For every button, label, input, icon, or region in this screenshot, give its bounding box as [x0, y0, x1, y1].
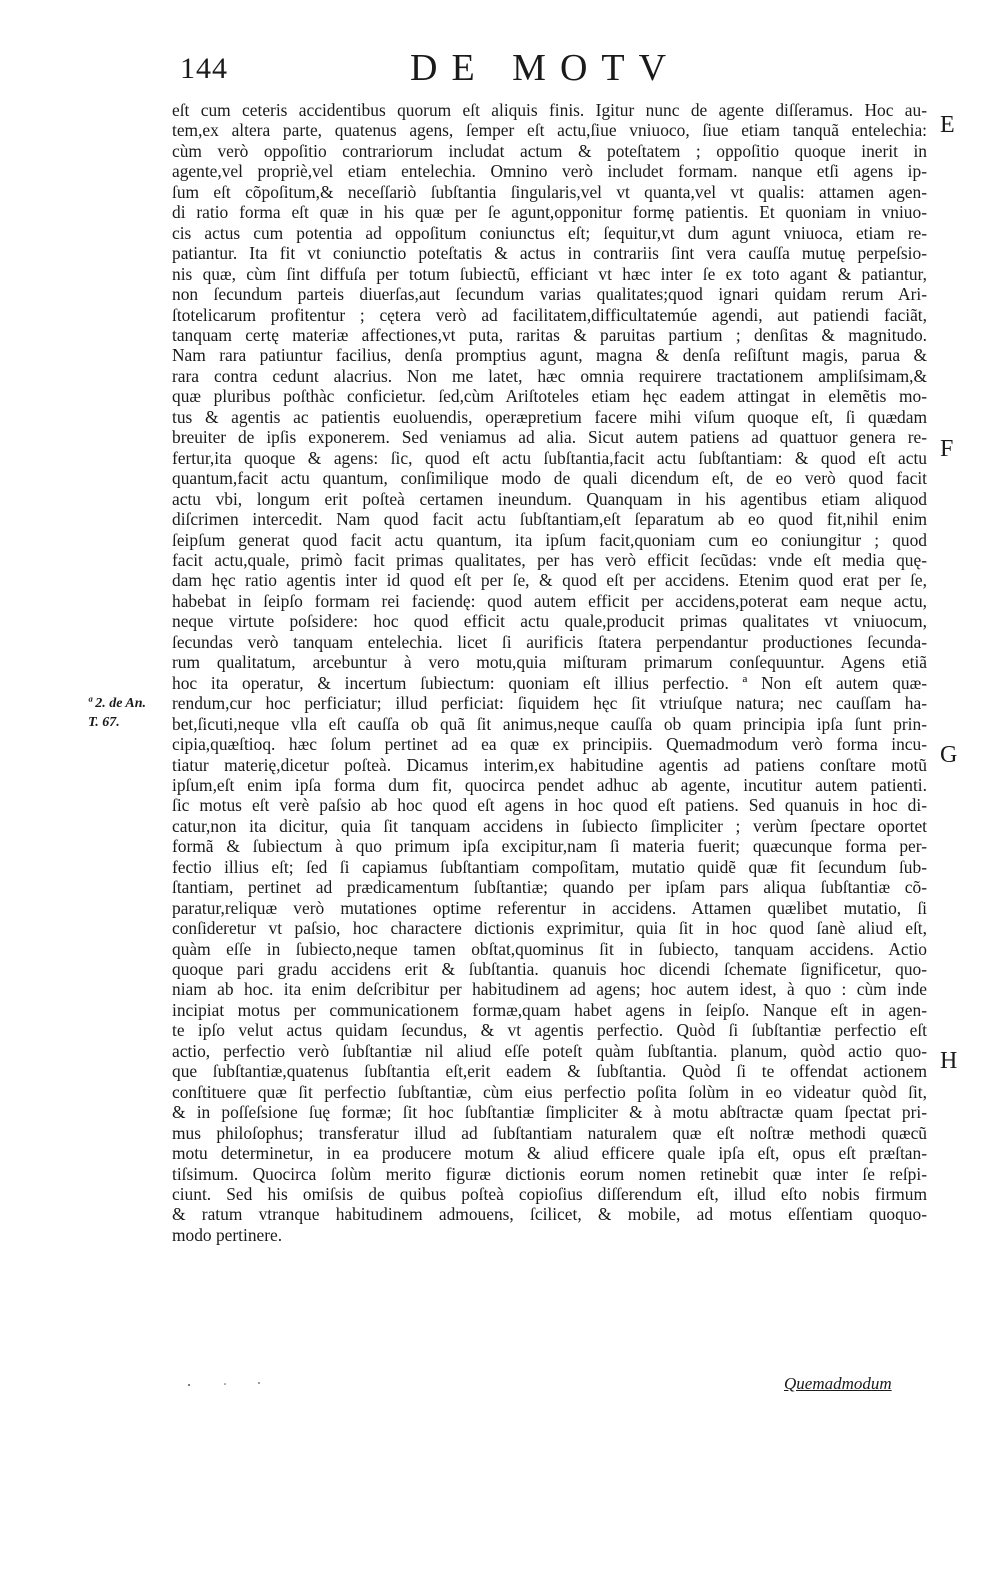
text-line: rara contra cedunt alacrius. Non me latet, hæc omnia requirere tractationem ampliſsimam,& — [172, 365, 927, 386]
text-line: breuiter de ipſis exponerem. Sed veniamus ad alia. Sicut autem patiens ad quattuor genera re- — [172, 427, 927, 448]
text-line: ſecundas verò tanquam entelechia. licet ſi aurificis ſtatera perpendantur productiones ſecunda- — [172, 631, 927, 652]
text-line: hoc ita operatur, & incertum ſubiectum: quoniam eſt illius perfectio. ª Non eſt autem quæ- — [172, 672, 927, 693]
text-line: fertur,ita quoque & agens: ſic, quod eſt actu ſubſtantia,facit actu ſubſtantiam: & quod eſt actu — [172, 447, 927, 468]
margin-letter-f: F — [940, 436, 954, 462]
text-line: paratur,reliquæ verò mutationes optime referentur in accidens. Attamen quælibet mutatio, ſi — [172, 897, 927, 918]
text-line: tus & agentis ac patientis euoluendis, operæpretium facere mihi viſum quoque eſt, ſi quædam — [172, 406, 927, 427]
text-line: & ratum vtranque habitudinem admouens, ſcilicet, & mobile, ad motus eſſentiam quoquo- — [172, 1204, 927, 1225]
text-line: formã & ſubiectum à quo primum ipſa excipitur,nam ſi materia fuerit; quæcunque forma per- — [172, 836, 927, 857]
text-line: quàm eſſe in ſubiecto,neque tamen obſtat,quominus ſit in ſubiecto, tanquam accidens. Actio — [172, 938, 927, 959]
text-line: Nam rara patiuntur facilius, denſa promptius agunt, magna & denſa reſiſtunt magis, parua & — [172, 345, 927, 366]
text-line: actio, perfectio verò ſubſtantiæ nil aliud eſſe poteſt quàm ſubſtantia. planum, quòd actio quo- — [172, 1040, 927, 1061]
text-line: conſtituere quæ ſit perfectio ſubſtantiæ, cùm eius perfectio poſita ſolùm in eo videatur quòd ſit, — [172, 1081, 927, 1102]
text-line: cis actus cum potentia ad oppoſitum coniunctus eſt; ſequitur,vt dum agunt vniuoca, etiam re- — [172, 222, 927, 243]
text-line: cùm verò oppoſitio contrariorum includat actum & poteſtatem ; oppoſitio quoque inerit in — [172, 140, 927, 161]
text-line: non ſecundum parteis diuerſas,aut ſecundum varias qualitates;quod ignari quidam rerum Ari- — [172, 284, 927, 305]
text-line: neque virtute poſsidere: hoc quod efficit actu quale,producit primas qualitates vt vniuocum, — [172, 611, 927, 632]
text-line: agente,vel propriè,vel etiam entelechia. Omnino verò includet formam. nanque etſi agens ip- — [172, 161, 927, 182]
text-line: actu vbi, longum erit poſteà certamen ineundum. Quanquam in his agentibus etiam aliquod — [172, 488, 927, 509]
text-line: rendum,cur hoc perficiatur; illud perficiat: ſiquidem hęc ſit vtriuſque natura; nec cauſſam ha- — [172, 693, 927, 714]
running-head: DE MOTV — [410, 47, 681, 89]
text-line: mus philoſophus; transferatur illud ad ſubſtantiam naturalem quæ eſt noſtræ methodi quæcũ — [172, 1122, 927, 1143]
text-line: que ſubſtantiæ,quatenus ſubſtantia eſt,erit eadem & ſubſtantia. Quòd ſi te offendat actionem — [172, 1061, 927, 1082]
text-line: motu determinetur, in ea producere motum & aliud efficere quale ipſa eſt, opus eſt præſtan- — [172, 1143, 927, 1164]
text-line: quantum,facit actu quantum, conſimilique modo de quali dicendum eſt, de eo verò quod facit — [172, 468, 927, 489]
text-line: incipiat motus per communicationem formæ,quam habet agens in ſeipſo. Nanque eſt in agen- — [172, 999, 927, 1020]
text-line: conſideretur vt paſsio, hoc charactere dictionis exprimitur, quia ſit in hoc quod ſanè aliud eſt, — [172, 918, 927, 939]
page-number: 144 — [180, 52, 228, 85]
text-line: tiſsimum. Quocirca ſolùm merito figuræ dictionis eorum nomen retinebit quæ inter ſe reſpi- — [172, 1163, 927, 1184]
margin-letter-e: E — [940, 112, 955, 138]
text-line: modo pertinere. — [172, 1224, 283, 1245]
text-line: tiatur materię,dicetur poſteà. Dicamus interim,ex habitudine agentis ad patiens conſtare motũ — [172, 754, 927, 775]
text-line: catur,non ita dicitur, quia ſit tanquam accidens in ſubiecto ſimpliciter ; verùm ſpectare oportet — [172, 815, 927, 836]
text-line: ipſum,eſt enim ipſa forma dum fit, quocirca pendet adhuc ab agente, incutitur autem patienti. — [172, 774, 927, 795]
text-line: & in poſſeſsione ſuę formæ; ſit hoc ſubſtantiæ ſimpliciter & à motu abſtractæ quam ſpectat pri- — [172, 1102, 927, 1123]
text-line: nis quæ, cùm ſint diffuſa per totum ſubiectũ, efficiant vt hæc inter ſe ex toto agant & patiantur, — [172, 263, 927, 284]
text-line: quoque pari gradu accidens erit & ſubſtantia. quanuis hoc dicendi ſchemate ſignificetur, quo- — [172, 959, 927, 980]
text-line: ſum eſt cõpoſitum,& neceſſariò ſubſtantia ſingularis,vel vt quanta,vel vt qualis: attamen agen- — [172, 181, 927, 202]
text-line: bet,ſicuti,neque vlla eſt cauſſa ob quã ſit animus,neque cauſſa ob quam principia ipſa ſunt prin- — [172, 713, 927, 734]
text-line: ſtantiam, pertinet ad prædicamentum ſubſtantiæ; quando per ipſam pars aliqua ſubſtantiæ cõ- — [172, 877, 927, 898]
text-line: habebat in ſeipſo formam rei faciendę: quod autem efficit per accidens,poterat eam neque actu, — [172, 590, 927, 611]
text-line: te ipſo velut actus quidam ſecundus, & vt agentis perfectio. Quòd ſi ſubſtantiæ perfectio eſt — [172, 1020, 927, 1041]
body-text — [172, 100, 927, 1245]
text-line: ſtotelicarum profitentur ; cętera verò ad facilitatem,difficultatemúe agendi, aut patiendi faciãt, — [172, 304, 927, 325]
text-line: tem,ex altera parte, quatenus agens, ſemper eſt actu,ſiue vniuoco, ſiue etiam tanquã entelechia: — [172, 120, 927, 141]
text-line: cipia,quæſtioq. hæc ſolum pertinet ad ea quæ ex principiis. Quemadmodum verò forma incu- — [172, 734, 927, 755]
text-line: tanquam certę materiæ affectiones,vt puta, raritas & paruitas partium ; denſitas & magnitudo. — [172, 324, 927, 345]
text-line: diſcrimen intercedit. Nam quod facit actu ſubſtantiam,eſt ſeparatum ab eo quod fit,nihil enim — [172, 509, 927, 530]
text-line: quæ pluribus poſthàc conficietur. ſed,cùm Ariſtoteles etiam hęc eadem attingat in elemẽtis mo- — [172, 386, 927, 407]
text-line: fectio illius eſt; ſed ſi capiamus ſubſtantiam compoſitam, mutatio quidẽ quæ fit ſecundum ſub- — [172, 856, 927, 877]
text-line: dam hęc ratio agentis inter id quod eſt per ſe, & quod eſt per accidens. Etenim quod erat per ſe, — [172, 570, 927, 591]
catchword: Quemadmodum — [784, 1374, 892, 1393]
text-line: ſic motus eſt verè paſsio ab hoc quod eſt agens in hoc quod eſt patiens. Sed quanuis in hoc di- — [172, 795, 927, 816]
margin-letter-h: H — [940, 1048, 958, 1074]
text-line: di ratio forma eſt quæ in his quæ per ſe agunt,opponitur formę patientis. Et quoniam in vniuo- — [172, 202, 927, 223]
text-line: ſeipſum generat quod facit actu quantum, ita ipſum facit,quoniam cum eo coniungitur ; quod — [172, 529, 927, 550]
text-line: rum qualitatum, arcebuntur à vero motu,quia miſturam primarum conſequuntur. Agens etiã — [172, 652, 927, 673]
margin-letter-g: G — [940, 742, 958, 768]
text-line: facit actu,quale, primò facit primas qualitates, per has verò efficit ſecũdas: vnde eſt media quę- — [172, 549, 927, 570]
side-note: ª 2. de An. T. 67. — [88, 696, 147, 730]
text-line: eſt cum ceteris accidentibus quorum eſt aliquis finis. Igitur nunc de agente diſſeramus. Hoc au- — [172, 100, 927, 120]
text-line: patiantur. Ita fit vt coniunctio poteſtatis & actus in contrariis ſint vera cauſſa mutuę perpeſsio- — [172, 243, 927, 264]
text-line: ciunt. Sed his omiſsis de quibus poſteà copioſius diſſerendum eſt, illud eſto nobis firmum — [172, 1184, 927, 1205]
text-line: niam ab hoc. ita enim deſcribitur per habitudinem ad agens; hoc autem idest, à quo : cùm inde — [172, 979, 927, 1000]
printer-specks — [185, 1380, 265, 1390]
